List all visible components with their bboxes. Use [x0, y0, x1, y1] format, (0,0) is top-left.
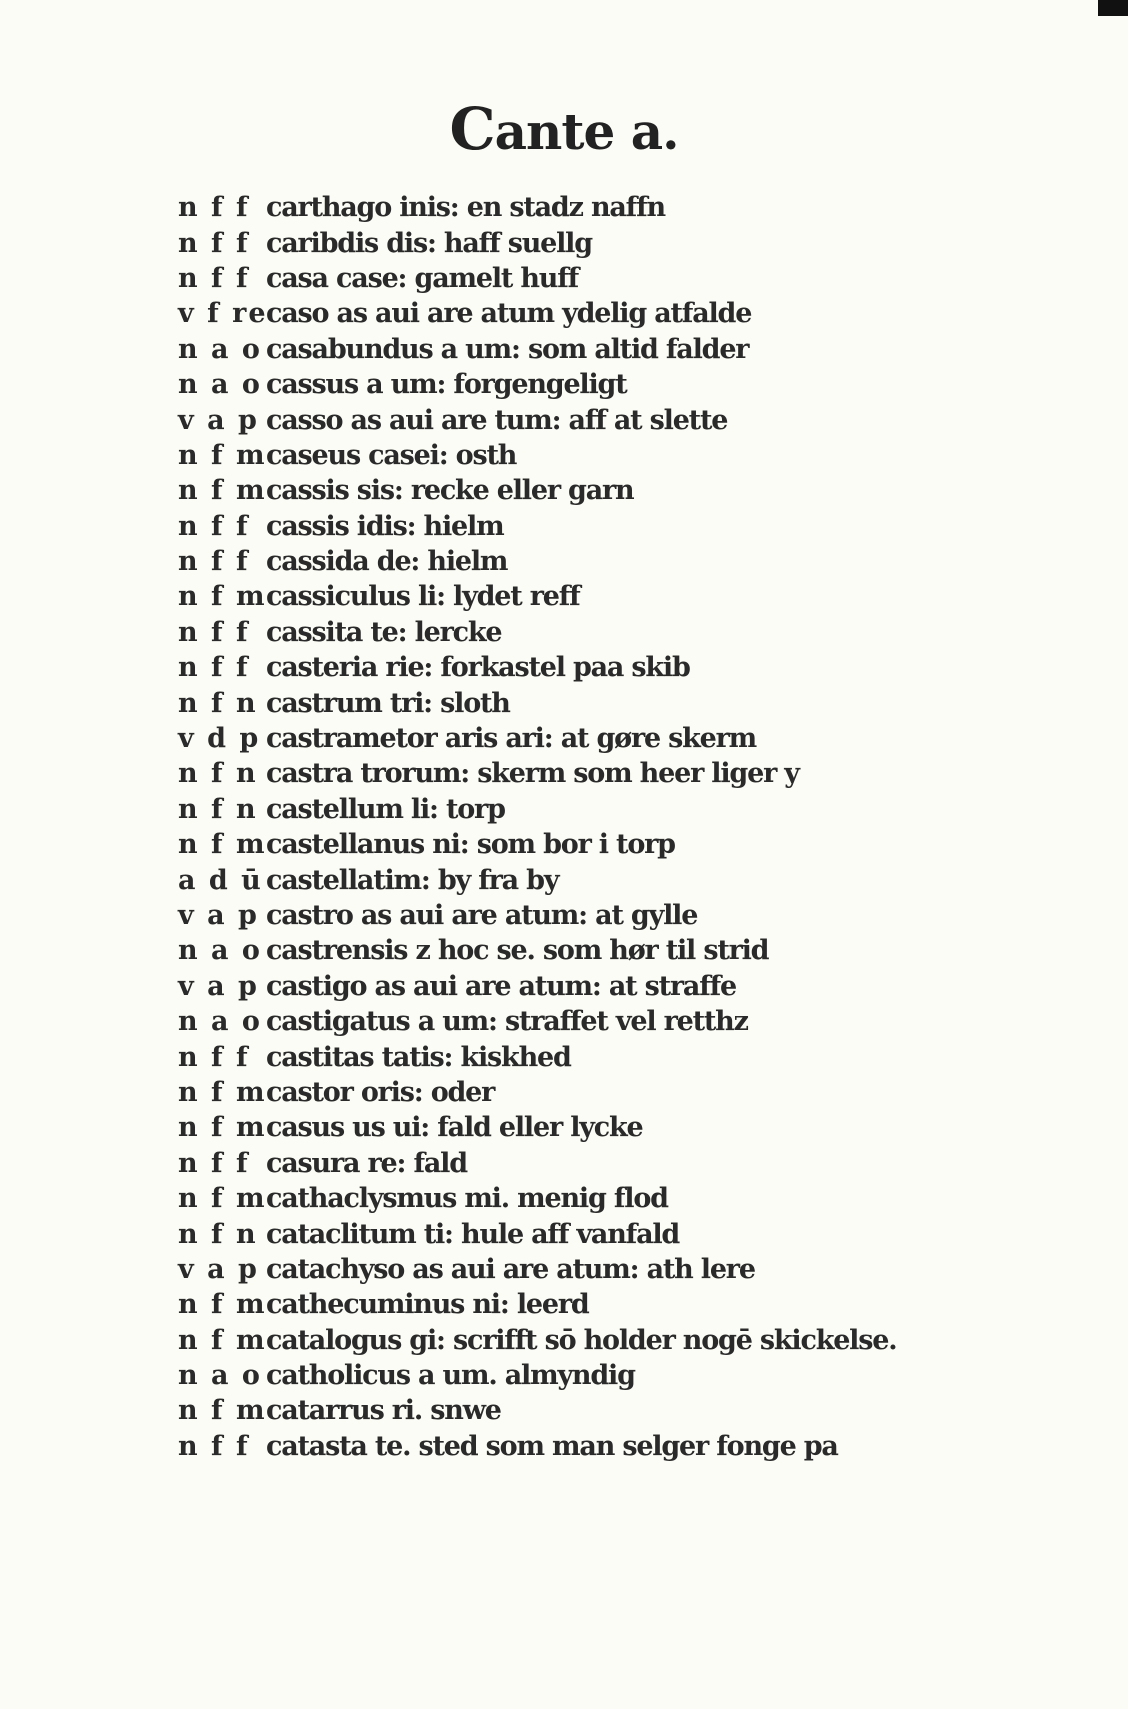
- entry-grammar: n f n: [178, 1218, 258, 1250]
- entry-text: casso as aui are tum: aff at slette: [266, 404, 728, 436]
- entry-text: castigatus a um: straffet vel retthz: [266, 1006, 748, 1038]
- entry-row: [178, 1110, 978, 1145]
- entry-text: castrametor aris ari: at gøre skerm: [266, 723, 757, 755]
- entry-text: caso as aui are atum ydelig atfalde: [266, 298, 752, 330]
- entry-text: catachyso as aui are atum: ath lere: [266, 1253, 755, 1285]
- dictionary-entries: [178, 190, 978, 1464]
- entry-row: [178, 296, 978, 331]
- entry-grammar: v a p: [178, 970, 259, 1002]
- page-header: [0, 95, 1128, 163]
- entry-grammar: n a o: [178, 1360, 262, 1392]
- entry-text: catarrus ri. snwe: [266, 1395, 501, 1427]
- entry-text: cataclitum ti: hule aff vanfald: [266, 1218, 680, 1250]
- entry-text: castellum li: torp: [266, 793, 505, 825]
- entry-grammar: n f f: [178, 1041, 250, 1073]
- entry-row: [178, 898, 978, 933]
- entry-grammar: v f re: [178, 298, 268, 330]
- entry-grammar: n f n: [178, 758, 258, 790]
- entry-text: castellanus ni: som bor i torp: [266, 829, 675, 861]
- entry-text: cassis idis: hielm: [266, 510, 504, 542]
- entry-text: casabundus a um: som altid falder: [266, 333, 749, 365]
- entry-row: [178, 1039, 978, 1074]
- header-initial: C: [449, 95, 495, 163]
- entry-text: castor oris: oder: [266, 1076, 495, 1108]
- entry-row: [178, 1252, 978, 1287]
- entry-row: [178, 969, 978, 1004]
- entry-text: cathecuminus ni: leerd: [266, 1289, 589, 1321]
- entry-grammar: n f m: [178, 1289, 267, 1321]
- entry-text: cassiculus li: lydet reff: [266, 581, 580, 613]
- entry-row: [178, 615, 978, 650]
- entry-row: [178, 721, 978, 756]
- entry-grammar: n f m: [178, 1183, 267, 1215]
- entry-grammar: n f f: [178, 546, 250, 578]
- entry-text: castrensis z hoc se. som hør til strid: [266, 935, 769, 967]
- entry-row: [178, 756, 978, 791]
- entry-grammar: n f m: [178, 1324, 267, 1356]
- entry-grammar: n f m: [178, 439, 267, 471]
- entry-text: castellatim: by fra by: [266, 864, 559, 896]
- entry-row: [178, 402, 978, 437]
- entry-row: [178, 367, 978, 402]
- entry-grammar: n f f: [178, 262, 250, 294]
- entry-grammar: n f n: [178, 793, 258, 825]
- entry-text: cassita te: lercke: [266, 616, 502, 648]
- entry-grammar: n f f: [178, 616, 250, 648]
- entry-grammar: n f f: [178, 1430, 250, 1462]
- entry-grammar: v a p: [178, 900, 259, 931]
- entry-grammar: n f f: [178, 510, 250, 542]
- entry-text: castra trorum: skerm som heer liger y: [266, 758, 799, 790]
- entry-text: casa case: gamelt huff: [266, 262, 579, 294]
- entry-text: castitas tatis: kiskhed: [266, 1041, 571, 1073]
- entry-row: [178, 792, 978, 827]
- entry-text: carthago inis: en stadz naffn: [266, 192, 665, 224]
- entry-text: cassis sis: recke eller garn: [266, 475, 634, 507]
- entry-text: catalogus gi: scrifft sō holder nogē skickelse.: [266, 1324, 897, 1356]
- entry-text: catasta te. sted som man selger fonge pa: [266, 1430, 838, 1462]
- entry-row: [178, 827, 978, 862]
- entry-row: [178, 1075, 978, 1110]
- entry-row: [178, 1146, 978, 1181]
- entry-row: [178, 933, 978, 968]
- entry-text: cassus a um: forgengeligt: [266, 369, 627, 401]
- header-rest: ante a.: [494, 102, 679, 161]
- entry-row: [178, 1004, 978, 1039]
- entry-grammar: n f m: [178, 475, 267, 507]
- entry-row: [178, 685, 978, 720]
- entry-row: [178, 862, 978, 897]
- entry-grammar: n f m: [178, 1395, 267, 1427]
- entry-text: caseus casei: osth: [266, 439, 517, 471]
- entry-row: [178, 332, 978, 367]
- entry-grammar: n a o: [178, 369, 262, 401]
- entry-text: castro as aui are atum: at gylle: [266, 900, 698, 931]
- entry-row: [178, 1287, 978, 1322]
- entry-grammar: n a o: [178, 935, 262, 967]
- entry-row: [178, 544, 978, 579]
- entry-text: cathaclysmus mi. menig flod: [266, 1183, 668, 1215]
- entry-row: [178, 190, 978, 225]
- entry-grammar: n f m: [178, 1112, 267, 1144]
- entry-row: [178, 1216, 978, 1251]
- entry-text: cassida de: hielm: [266, 546, 508, 578]
- entry-grammar: n f m: [178, 1076, 267, 1108]
- entry-row: [178, 579, 978, 614]
- entry-grammar: n f m: [178, 581, 267, 613]
- entry-grammar: n a o: [178, 333, 262, 365]
- entry-row: [178, 225, 978, 260]
- entry-row: [178, 438, 978, 473]
- entry-row: [178, 1323, 978, 1358]
- entry-text: casura re: fald: [266, 1147, 467, 1179]
- entry-grammar: a d ū: [178, 864, 263, 896]
- entry-text: casteria rie: forkastel paa skib: [266, 652, 690, 684]
- entry-grammar: n f n: [178, 687, 258, 719]
- entry-grammar: v a p: [178, 404, 259, 436]
- entry-row: [178, 1358, 978, 1393]
- entry-grammar: v d p: [178, 723, 261, 755]
- entry-row: [178, 1393, 978, 1428]
- entry-row: [178, 1429, 978, 1464]
- entry-text: castrum tri: sloth: [266, 687, 510, 719]
- entry-grammar: n a o: [178, 1006, 262, 1038]
- entry-grammar: n f f: [178, 192, 250, 224]
- scan-edge-mark: [1098, 0, 1128, 16]
- entry-row: [178, 1181, 978, 1216]
- entry-grammar: n f f: [178, 1147, 250, 1179]
- entry-grammar: v a p: [178, 1253, 259, 1285]
- entry-grammar: n f f: [178, 227, 250, 259]
- entry-row: [178, 650, 978, 685]
- entry-text: casus us ui: fald eller lycke: [266, 1112, 643, 1144]
- entry-text: caribdis dis: haff suellg: [266, 227, 592, 259]
- entry-grammar: n f m: [178, 829, 267, 861]
- entry-text: catholicus a um. almyndig: [266, 1360, 635, 1392]
- entry-text: castigo as aui are atum: at straffe: [266, 970, 737, 1002]
- entry-row: [178, 261, 978, 296]
- entry-row: [178, 509, 978, 544]
- entry-row: [178, 473, 978, 508]
- entry-grammar: n f f: [178, 652, 250, 684]
